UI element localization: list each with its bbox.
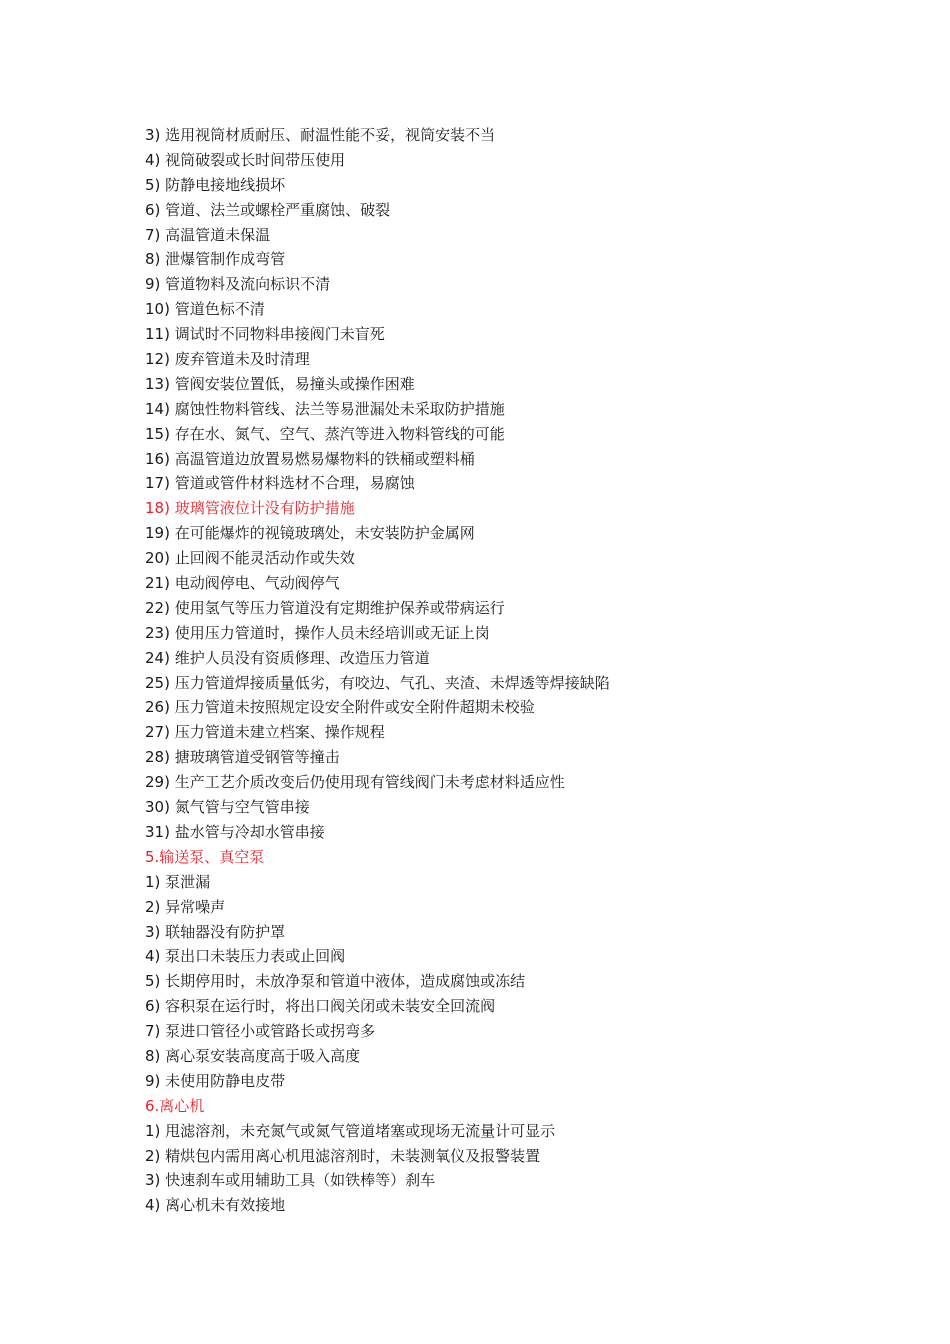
list-item: 31) 盐水管与冷却水管串接 xyxy=(145,822,325,841)
list-item: 4) 离心机未有效接地 xyxy=(145,1196,286,1215)
list-item: 21) 电动阀停电、气动阀停气 xyxy=(145,574,340,593)
list-item: 9) 未使用防静电皮带 xyxy=(145,1071,286,1090)
list-item: 9) 管道物料及流向标识不清 xyxy=(145,275,331,294)
section-heading: 6.离心机 xyxy=(145,1096,205,1115)
list-item: 8) 泄爆管制作成弯管 xyxy=(145,250,286,269)
list-item: 3) 快速刹车或用辅助工具（如铁棒等）刹车 xyxy=(145,1171,436,1190)
list-item: 7) 高温管道未保温 xyxy=(145,225,271,244)
list-item: 1) 甩滤溶剂，未充氮气或氮气管道堵塞或现场无流量计可显示 xyxy=(145,1121,556,1140)
list-item: 27) 压力管道未建立档案、操作规程 xyxy=(145,723,385,742)
list-item: 20) 止回阀不能灵活动作或失效 xyxy=(145,549,355,568)
list-item: 30) 氮气管与空气管串接 xyxy=(145,798,310,817)
list-item: 7) 泵进口管径小或管路长或拐弯多 xyxy=(145,1022,376,1041)
list-item: 6) 管道、法兰或螺栓严重腐蚀、破裂 xyxy=(145,200,391,219)
list-item: 6) 容积泵在运行时，将出口阀关闭或未装安全回流阀 xyxy=(145,997,496,1016)
list-item: 1) 泵泄漏 xyxy=(145,872,211,891)
list-item: 28) 搪玻璃管道受钢管等撞击 xyxy=(145,748,340,767)
list-item: 11) 调试时不同物料串接阀门未盲死 xyxy=(145,325,385,344)
list-item: 25) 压力管道焊接质量低劣，有咬边、气孔、夹渣、未焊透等焊接缺陷 xyxy=(145,673,610,692)
list-item: 4) 泵出口未装压力表或止回阀 xyxy=(145,947,346,966)
list-item: 24) 维护人员没有资质修理、改造压力管道 xyxy=(145,648,430,667)
list-item: 22) 使用氢气等压力管道没有定期维护保养或带病运行 xyxy=(145,598,505,617)
list-item: 17) 管道或管件材料选材不合理，易腐蚀 xyxy=(145,474,415,493)
list-item: 16) 高温管道边放置易燃易爆物料的铁桶或塑料桶 xyxy=(145,449,475,468)
list-item: 3) 选用视筒材质耐压、耐温性能不妥，视筒安装不当 xyxy=(145,126,496,144)
document-body xyxy=(145,123,905,1218)
list-item: 19) 在可能爆炸的视镜玻璃处，未安装防护金属网 xyxy=(145,524,475,543)
list-item: 14) 腐蚀性物料管线、法兰等易泄漏处未采取防护措施 xyxy=(145,399,505,418)
list-item: 23) 使用压力管道时，操作人员未经培训或无证上岗 xyxy=(145,623,490,642)
list-item: 5) 长期停用时，未放净泵和管道中液体，造成腐蚀或冻结 xyxy=(145,972,526,991)
list-item: 12) 废弃管道未及时清理 xyxy=(145,350,310,369)
list-item: 4) 视筒破裂或长时间带压使用 xyxy=(145,150,346,169)
list-item: 3) 联轴器没有防护罩 xyxy=(145,922,286,941)
list-item: 2) 异常噪声 xyxy=(145,897,226,916)
list-item: 2) 精烘包内需用离心机甩滤溶剂时，未装测氧仪及报警装置 xyxy=(145,1146,541,1165)
list-item: 29) 生产工艺介质改变后仍使用现有管线阀门未考虑材料适应性 xyxy=(145,773,565,792)
list-item: 5) 防静电接地线损坏 xyxy=(145,175,286,194)
list-item: 8) 离心泵安装高度高于吸入高度 xyxy=(145,1046,361,1065)
list-item: 26) 压力管道未按照规定设安全附件或安全附件超期未校验 xyxy=(145,698,535,717)
section-heading: 18) 玻璃管液位计没有防护措施 xyxy=(145,499,355,518)
list-item: 10) 管道色标不清 xyxy=(145,300,265,319)
section-heading: 5.输送泵、真空泵 xyxy=(145,847,265,866)
list-item: 13) 管阀安装位置低，易撞头或操作困难 xyxy=(145,374,415,393)
list-item: 15) 存在水、氮气、空气、蒸汽等进入物料管线的可能 xyxy=(145,424,505,443)
